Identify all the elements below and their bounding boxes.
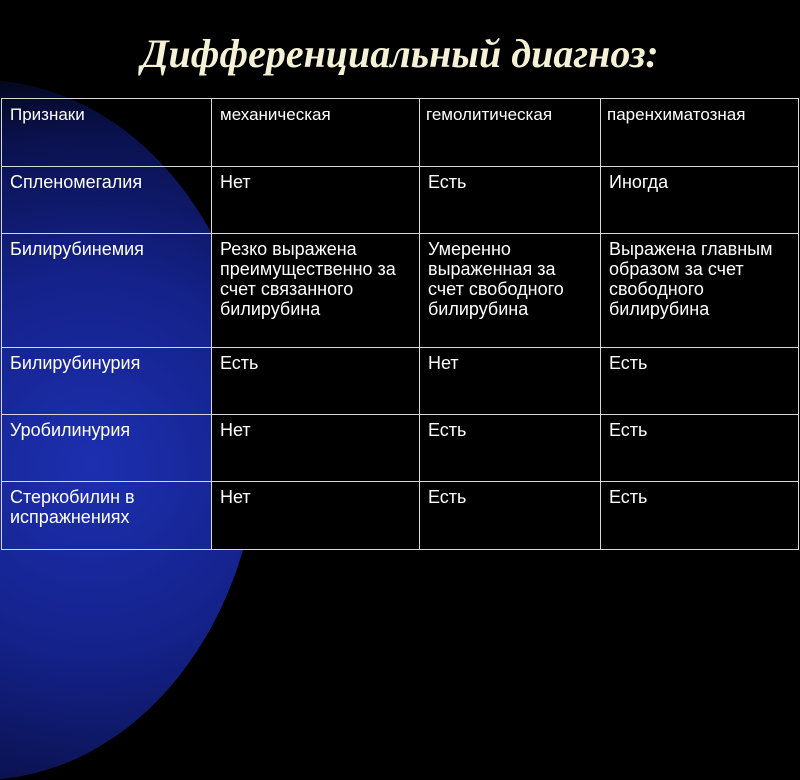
header-cell-signs: Признаки [2,99,212,167]
header-cell-parenchymal: паренхиматозная [601,99,799,167]
slide-title: Дифференциальный диагноз: [141,31,659,76]
row-label-cell: Стеркобилин в испражнениях [2,482,212,550]
table-cell: Есть [601,348,799,415]
table-cell: Есть [420,415,601,482]
differential-diagnosis-table [1,98,799,550]
header-cell-mechanical: механическая [212,99,420,167]
table-cell: Выражена главным образом за счет свободного билирубина [601,234,799,348]
table-cell: Резко выражена преимущественно за счет связанного билирубина [212,234,420,348]
table-cell: Есть [601,415,799,482]
table-cell: Умеренно выраженная за счет свободного билирубина [420,234,601,348]
row-label-cell: Билирубинемия [2,234,212,348]
table-row [2,348,799,415]
header-cell-hemolytic: гемолитическая [420,99,601,167]
table-cell: Есть [212,348,420,415]
table-header-row [2,99,799,167]
table-row [2,234,799,348]
table-row [2,482,799,550]
table-cell: Нет [420,348,601,415]
table-cell: Есть [601,482,799,550]
table-cell: Есть [420,482,601,550]
table-cell: Нет [212,167,420,234]
table-row [2,167,799,234]
row-label-cell: Спленомегалия [2,167,212,234]
row-label-cell: Уробилинурия [2,415,212,482]
table-cell: Нет [212,415,420,482]
row-label-cell: Билирубинурия [2,348,212,415]
table-row [2,415,799,482]
table-cell: Нет [212,482,420,550]
table-cell: Иногда [601,167,799,234]
table-cell: Есть [420,167,601,234]
